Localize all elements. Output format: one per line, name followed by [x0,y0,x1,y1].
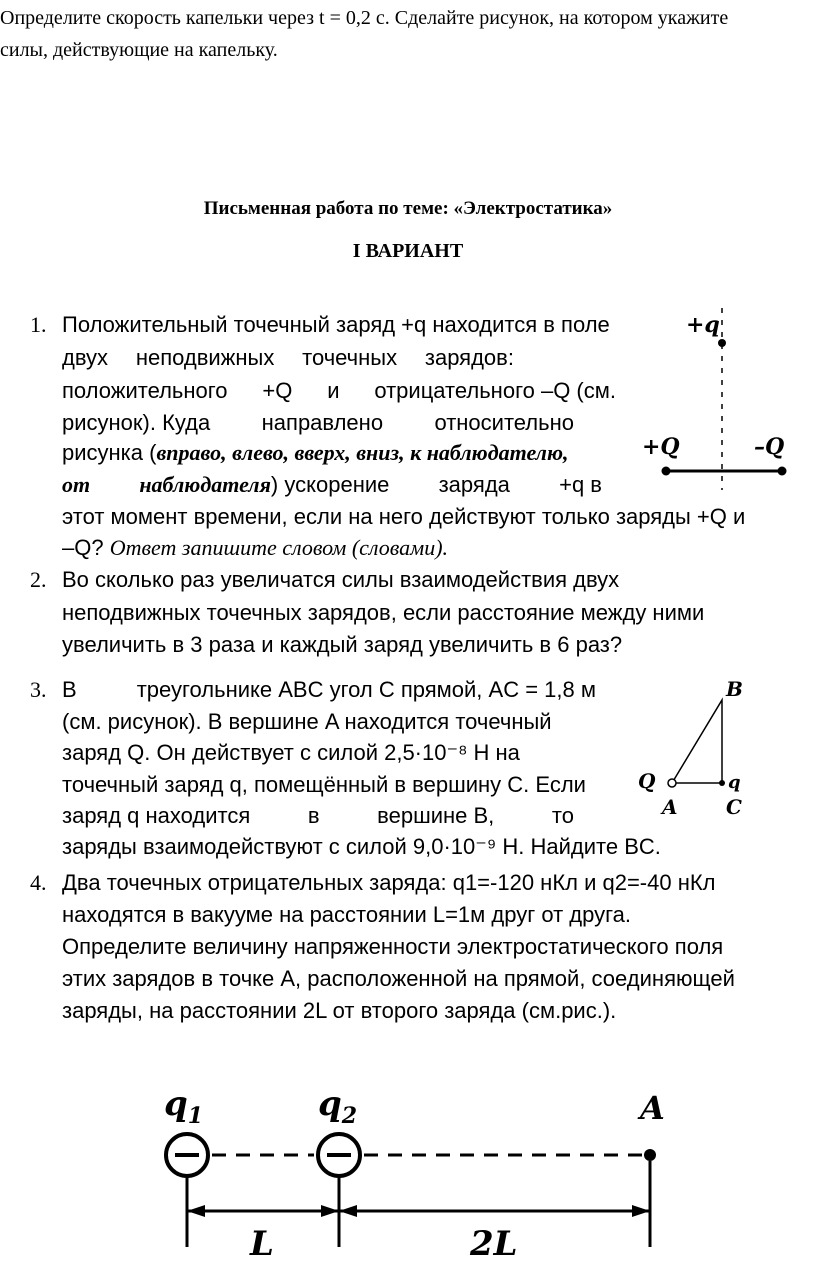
label-C: C [726,795,742,819]
charge-minus-Q-point [778,467,787,476]
instruction: Ответ запишите словом (словами). [109,535,449,560]
label-L: L [250,1224,274,1264]
word: заряда [438,472,510,497]
charge-plus-Q-point [662,467,671,476]
label-Q: Q [638,769,656,793]
q1-line-4 [62,410,574,436]
q4-line-3: Определите величину напряженности электростатического поля [62,934,724,959]
word: отрицательного –Q (см. [374,378,616,403]
q3-line-4: точечный заряд q, помещённый в вершину C. Если [62,772,586,797]
word: вершине B, [377,803,495,828]
label-A: A [640,1089,665,1127]
label-B: B [726,677,743,701]
q1-line-7: этот момент времени, если на него действуют только заряды +Q и [62,504,746,529]
point-A [644,1149,656,1161]
word: +Q [262,378,293,403]
q4-line-4: этих зарядов в точке А, расположенной на прямой, соединяющей [62,966,735,991]
word: то [551,803,574,828]
q1-line-2 [62,345,514,371]
label-plus-Q: +Q [642,434,680,460]
q4-line-2: находятся в вакууме на расстоянии L=1м друг от друга. [62,902,632,927]
word: треугольнике ABC угол C прямой, AC = 1,8 м [136,677,596,702]
question-number: 2. [30,567,47,592]
label-q: q [728,772,741,793]
word: неподвижных [135,345,275,370]
q3-line-6: заряды взаимодействуют с силой 9,0·10⁻⁹ Н. Найдите BC. [62,834,661,859]
q2-line-3: увеличить в 3 раза и каждый заряд увеличить в 6 раз? [62,632,623,657]
q1-line-6 [62,472,602,498]
arrow-left-icon [187,1205,205,1217]
word: относительно [434,410,574,435]
q1-line-5 [62,440,569,466]
charges-figure-1 [636,300,806,500]
label-minus-Q: –Q [754,434,785,460]
variant-title: I ВАРИАНТ [352,240,464,262]
triangle-figure [630,676,760,826]
triangle-sides [672,700,722,783]
q1-line-8 [62,535,448,561]
charge-q-point [719,780,725,786]
word: в [307,803,320,828]
answer-options: вправо, влево, вверх, вниз, к наблюдателю, [156,440,569,465]
question-number: 1. [30,312,47,337]
word: и [327,378,340,403]
charge-q-point [718,339,726,347]
intro-line-1: Определите скорость капельки через t = 0,2 с. Сделайте рисунок, на котором укажите [0,7,729,29]
text: –Q? [62,535,110,560]
intro-text [0,2,800,66]
q4-line-1: Два точечных отрицательных заряда: q1=-120 нКл и q2=-40 нКл [62,870,716,895]
label-A: A [662,795,678,819]
text: рисунка ( [62,440,157,465]
word: наблюдателя [139,472,271,497]
word: двух [62,345,109,370]
charge-Q-point [668,779,676,787]
q2-line-1: Во сколько раз увеличатся силы взаимодействия двух [62,567,620,592]
word: точечных [302,345,398,370]
word: заряд q находится [62,803,251,828]
question-number: 3. [30,677,47,702]
word: В [62,677,77,702]
charges-figure-4 [150,1075,710,1265]
label-q2: $q_2$ [318,1084,358,1129]
word: положительного [62,378,228,403]
question-number: 4. [30,870,47,895]
word: зарядов: [424,345,514,370]
label-q1: $q_1$ [164,1084,204,1129]
q4-line-5: заряды, на расстоянии 2L от второго заряда (см.рис.). [62,998,617,1023]
q2-line-2: неподвижных точечных зарядов, если расстояние между ними [62,600,705,625]
word: направлено [261,410,384,435]
intro-line-2: силы, действующие на капельку. [0,39,278,61]
word: от [62,472,91,497]
arrow-right-icon [632,1205,650,1217]
word: ) ускорение [270,472,390,497]
q1-line-1: Положительный точечный заряд +q находится в поле [62,312,610,337]
arrow-left-icon [339,1205,357,1217]
word: рисунок). Куда [62,410,211,435]
label-2L: 2L [470,1224,518,1264]
q1-line-3 [62,378,616,404]
q3-line-5 [62,803,574,829]
q3-line-1 [62,677,596,703]
word: +q в [559,472,602,497]
arrow-right-icon [321,1205,339,1217]
label-plus-q: +q [686,312,720,338]
q3-line-3: заряд Q. Он действует с силой 2,5·10⁻⁸ Н на [62,740,520,765]
q3-line-2: (см. рисунок). В вершине A находится точечный [62,709,552,734]
work-title: Письменная работа по теме: «Электростатика» [203,198,613,219]
